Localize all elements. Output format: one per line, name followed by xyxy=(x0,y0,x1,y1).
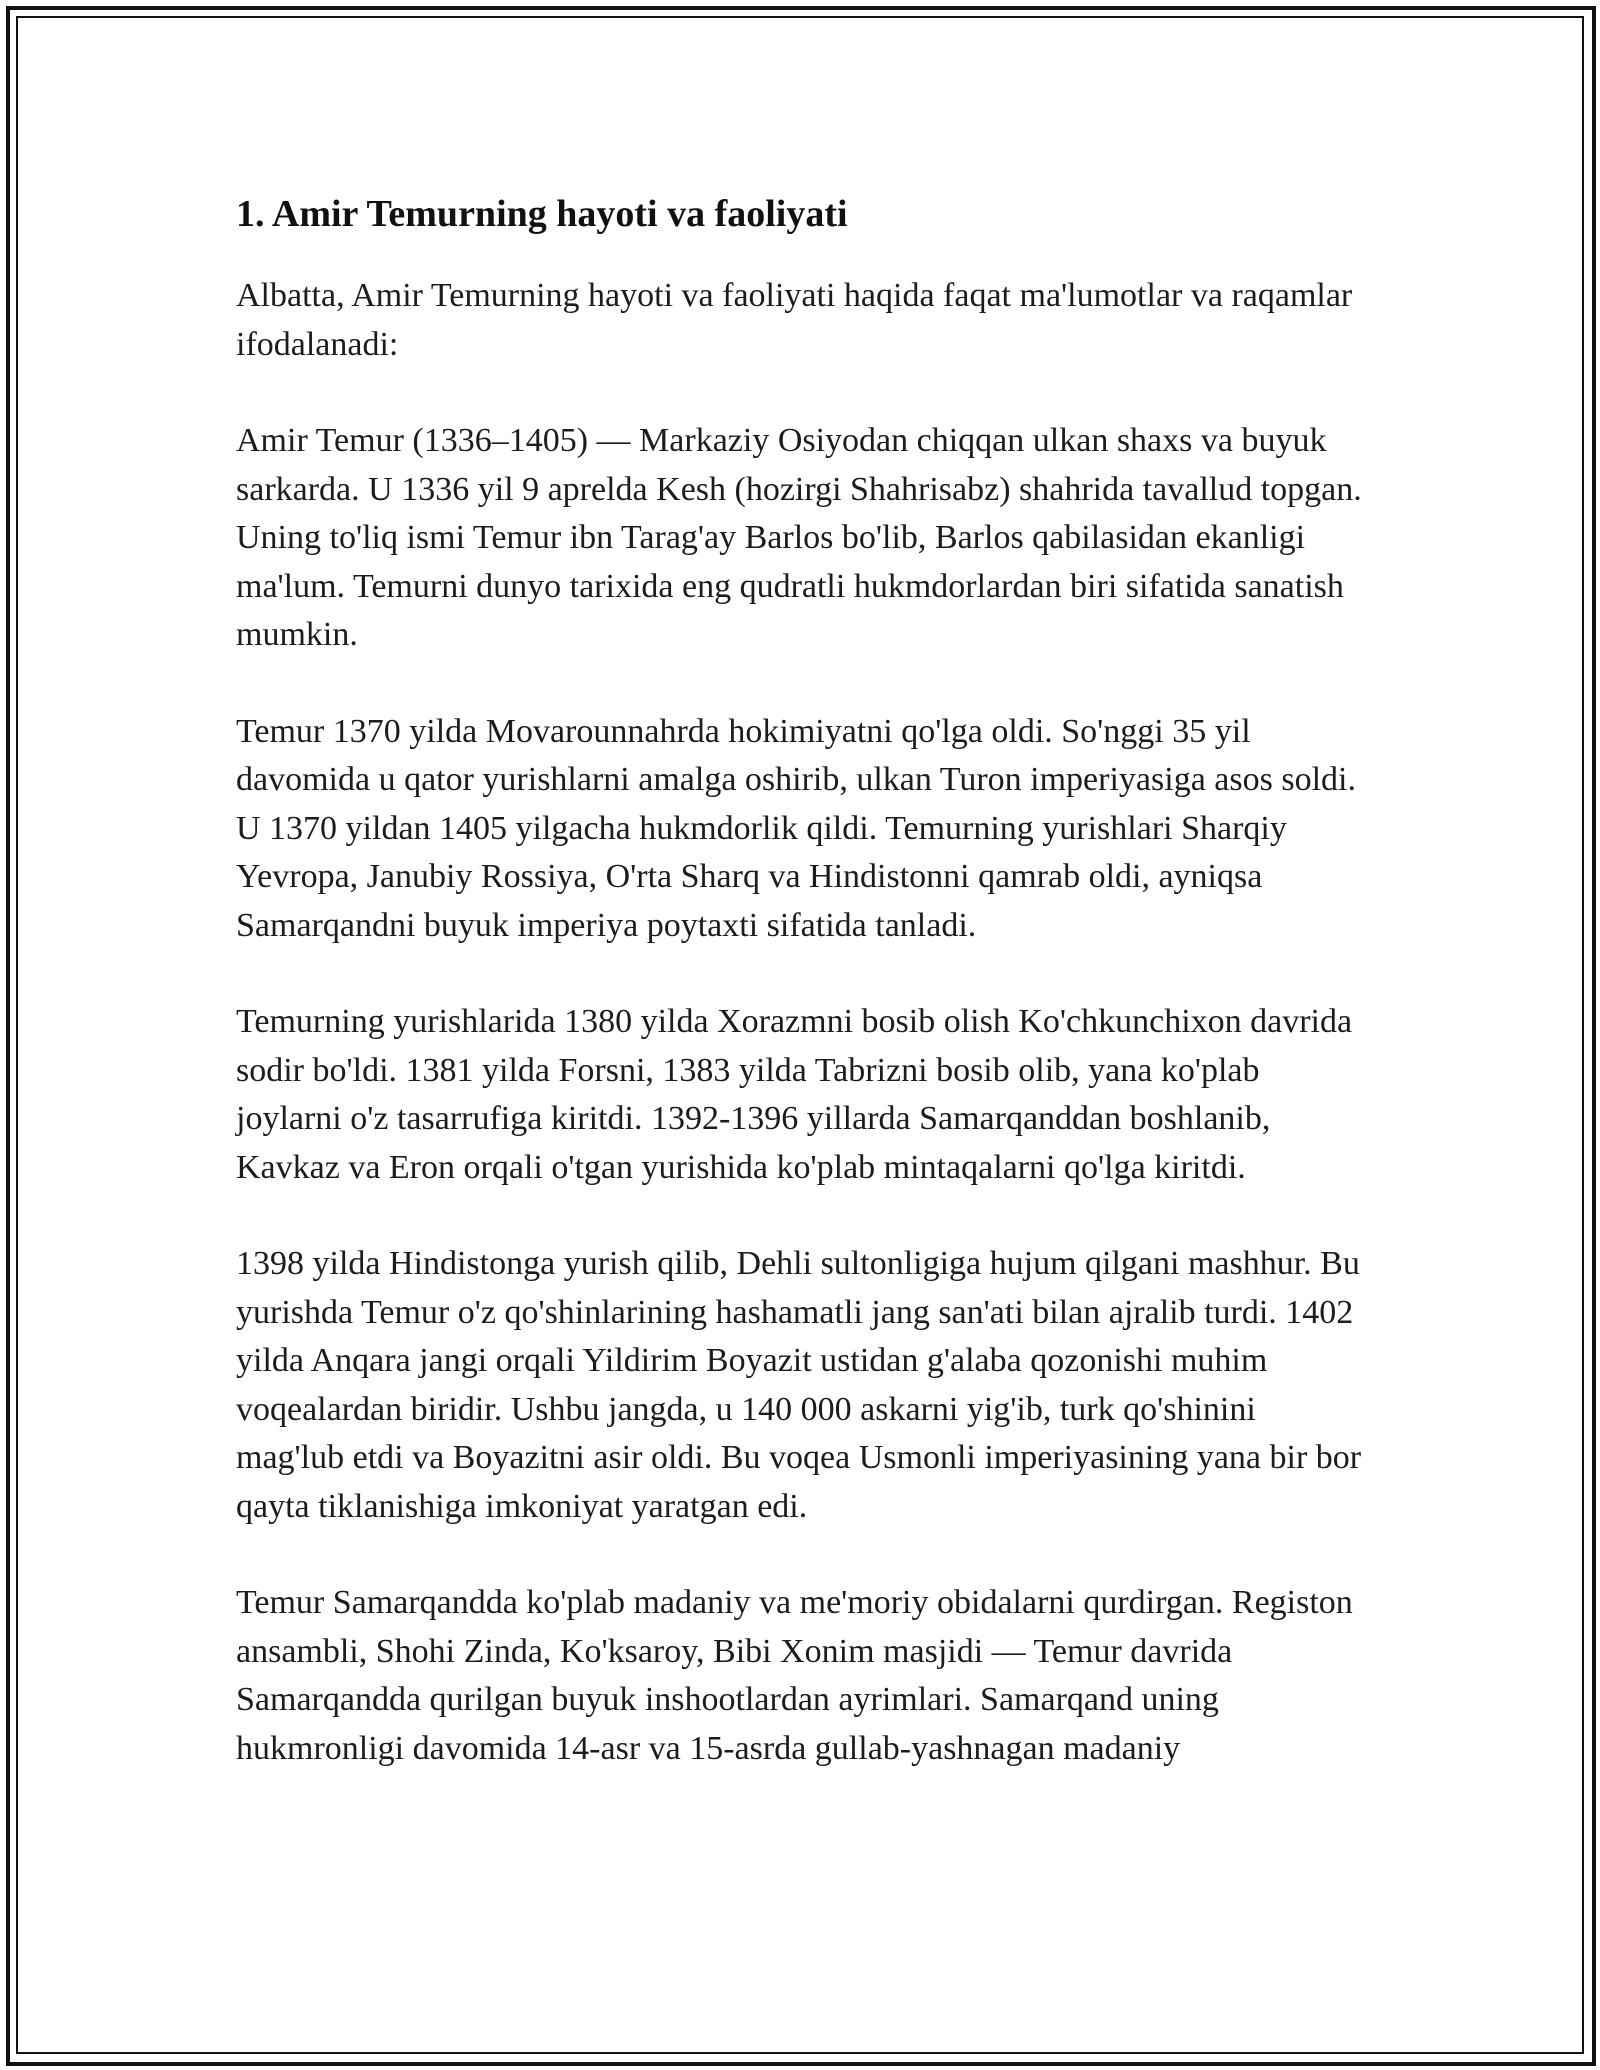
paragraph-birth: Amir Temur (1336–1405) — Markaziy Osiyodan chiqqan ulkan shaxs va buyuk sarkarda. U 1336 yil 9 aprelda Kesh (hozirgi Shahrisabz) shahrida tavallud topgan. Uning to'liq ismi Temur ibn Tarag'ay Barlos bo'lib, Barlos qabilasidan ekanligi ma'lum. Temurni dunyo tarixida eng qudratli hukmdorlardan biri sifatida sanatish mumkin. xyxy=(236,422,1362,653)
paragraph-campaigns: Temurning yurishlarida 1380 yilda Xorazmni bosib olish Ko'chkunchixon davrida sodir bo'ldi. 1381 yilda Forsni, 1383 yilda Tabrizni bosib olib, yana ko'plab joylarni o'z tasarrufiga kiritdi. 1392-1396 yillarda Samarqanddan boshlanib, Kavkaz va Eron orqali o'tgan yurishida ko'plab mintaqalarni qo'lga kiritdi. xyxy=(236,1003,1353,1186)
document-body xyxy=(236,186,1366,1821)
document-title: 1. Amir Temurning hayoti va faoliyati xyxy=(236,193,848,235)
paragraph-intro: Albatta, Amir Temurning hayoti va faoliyati haqida faqat ma'lumotlar va raqamlar ifodalanadi: xyxy=(236,277,1353,363)
paragraph-architecture: Temur Samarqandda ko'plab madaniy va me'moriy obidalarni qurdirgan. Registon ansambli, Shohi Zinda, Ko'ksaroy, Bibi Xonim masjidi — Temur davrida Samarqandda qurilgan buyuk inshootlardan ayrimlari. Samarqand uning hukmronligi davomida 14-asr va 15-asrda gullab-yashnagan madaniy xyxy=(236,1584,1353,1767)
paragraph-india-ankara: 1398 yilda Hindistonga yurish qilib, Dehli sultonligiga hujum qilgani mashhur. Bu yurishda Temur o'z qo'shinlarining hashamatli jang san'ati bilan ajralib turdi. 1402 yilda Anqara jangi orqali Yildirim Boyazit ustidan g'alaba qozonishi muhim voqealardan biridir. Ushbu jangda, u 140 000 askarni yig'ib, turk qo'shinini mag'lub etdi va Boyazitni asir oldi. Bu voqea Usmonli imperiyasining yana bir bor qayta tiklanishiga imkoniyat yaratgan edi. xyxy=(236,1245,1362,1525)
paragraph-reign: Temur 1370 yilda Movarounnahrda hokimiyatni qo'lga oldi. So'nggi 35 yil davomida u qator yurishlarni amalga oshirib, ulkan Turon imperiyasiga asos soldi. U 1370 yildan 1405 yilgacha hukmdorlik qildi. Temurning yurishlari Sharqiy Yevropa, Janubiy Rossiya, O'rta Sharq va Hindistonni qamrab oldi, ayniqsa Samarqandni buyuk imperiya poytaxti sifatida tanladi. xyxy=(236,712,1356,944)
